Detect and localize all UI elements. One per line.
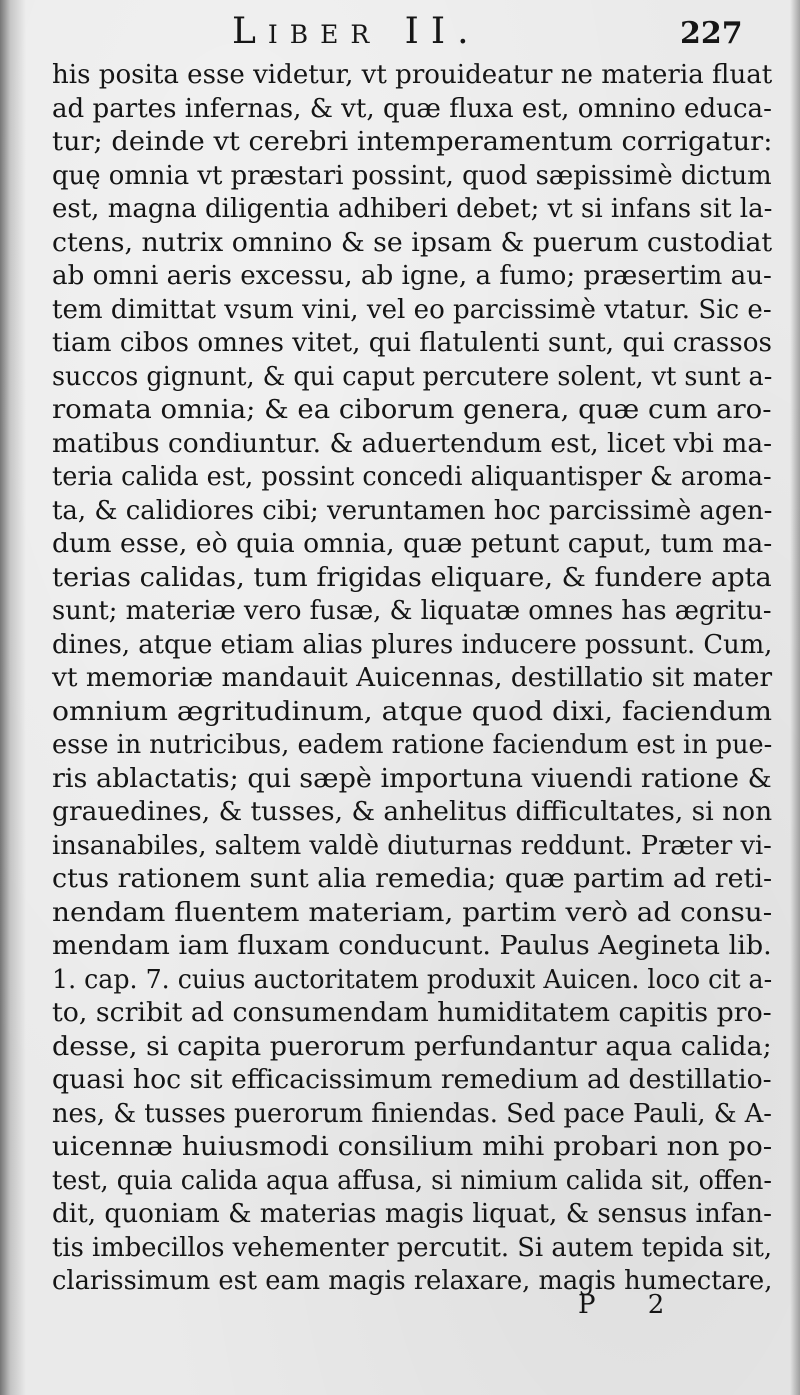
- text-line: tur; deinde vt cerebri intemperamentum corrigatur:: [52, 126, 773, 157]
- running-title: Liber II.: [232, 11, 481, 52]
- text-line: tem dimittat vsum vini, vel eo parcissimè vtatur. Sic e-: [52, 293, 772, 325]
- text-line: ta, & calidiores cibi; veruntamen hoc parcissimè agen-: [52, 494, 773, 526]
- text-line: 1. cap. 7. cuius auctoritatem produxit Auicen. loco cit a-: [52, 963, 773, 995]
- text-line: ctens, nutrix omnino & se ipsam & puerum custodiat: [52, 226, 773, 258]
- text-line: dit, quoniam & materias magis liquat, & sensus infan-: [52, 1198, 772, 1229]
- text-line: tis imbecillos vehementer percutit. Si autem tepida sit,: [52, 1231, 773, 1263]
- text-line: ris ablactatis; qui sæpè importuna viuendi ratione &: [52, 762, 772, 794]
- text-line: ab omni aeris excessu, ab igne, a fumo; præsertim au-: [52, 260, 772, 291]
- text-line: nendam fluentem materiam, partim verò ad consu-: [52, 896, 773, 928]
- page-number: 227: [680, 16, 743, 51]
- text-line: insanabiles, saltem valdè diuturnas reddunt. Præter vi-: [52, 829, 772, 861]
- text-line: clarissimum est eam magis relaxare, magis humectare,: [52, 1265, 773, 1296]
- body-text: [52, 58, 772, 1298]
- running-head: [0, 10, 800, 58]
- text-line: sunt; materiæ vero fusæ, & liquatæ omnes has ægritu-: [52, 595, 772, 626]
- text-line: desse, si capita puerorum perfundantur aqua calida;: [52, 1030, 772, 1062]
- text-line: omnium ægritudinum, atque quod dixi, faciendum: [52, 695, 773, 727]
- text-line: to, scribit ad consumendam humiditatem capitis pro-: [52, 997, 772, 1028]
- text-line: teria calida est, possint concedi aliquantisper & aroma-: [52, 461, 772, 492]
- text-line: grauedines, & tusses, & anhelitus difficultates, si non: [52, 796, 773, 827]
- text-line: esse in nutricibus, eadem ratione faciendum est in pue-: [52, 729, 773, 760]
- text-line: matibus condiuntur. & aduertendum est, licet vbi ma-: [52, 427, 773, 459]
- text-line: mendam iam fluxam conducunt. Paulus Aegineta lib.: [52, 930, 772, 961]
- text-line: quasi hoc sit efficacissimum remedium ad destillatio-: [52, 1064, 772, 1095]
- text-line: romata omnia; & ea ciborum genera, quæ cum aro-: [52, 394, 772, 425]
- text-line: ctus rationem sunt alia remedia; quæ partim ad reti-: [52, 863, 773, 894]
- text-line: vt memoriæ mandauit Auicennas, destillatio sit mater: [52, 662, 773, 693]
- gutter-shadow: [0, 0, 26, 1395]
- text-line: succos gignunt, & qui caput percutere solent, vt sunt a-: [52, 360, 773, 392]
- text-line: uicennæ huiusmodi consilium mihi probari non po-: [52, 1131, 773, 1162]
- text-line: terias calidas, tum frigidas eliquare, & fundere apta: [52, 561, 772, 593]
- text-line: nes, & tusses puerorum finiendas. Sed pace Pauli, & A-: [52, 1097, 772, 1129]
- text-line: quę omnia vt præstari possint, quod sæpissimè dictum: [52, 159, 772, 191]
- text-line: test, quia calida aqua affusa, si nimium calida sit, offen-: [52, 1164, 773, 1196]
- text-line: dines, atque etiam alias plures inducere possunt. Cum,: [52, 628, 773, 660]
- text-line: est, magna diligentia adhiberi debet; vt si infans sit la-: [52, 193, 773, 224]
- text-line: his posita esse videtur, vt prouideatur ne materia fluat: [52, 59, 773, 90]
- signature-mark: P 2: [578, 1290, 687, 1320]
- text-line: ad partes infernas, & vt, quæ fluxa est, omnino educa-: [52, 92, 772, 124]
- text-line: dum esse, eò quia omnia, quæ petunt caput, tum ma-: [52, 528, 773, 559]
- text-line: tiam cibos omnes vitet, qui flatulenti sunt, qui crassos: [52, 327, 772, 358]
